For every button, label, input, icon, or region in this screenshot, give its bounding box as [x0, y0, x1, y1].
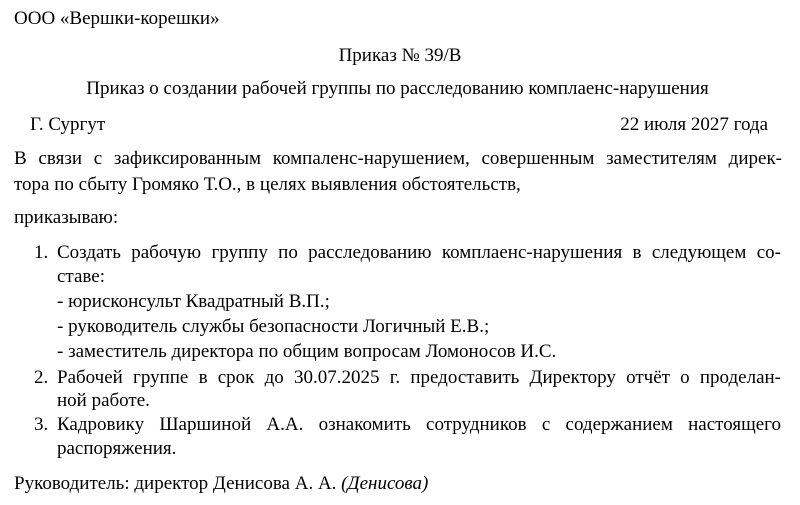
item-number: 3. [34, 414, 49, 435]
group-member: - юрисконсульт Квадратный В.П.; [57, 291, 330, 312]
city: Г. Сургут [30, 114, 106, 135]
preamble-line: тора по сбыту Громяко Т.О., в целях выявления обстоятельств, [14, 174, 521, 195]
organization-name: ООО «Вершки-корешки» [14, 8, 220, 29]
item-text-line: Кадровику Шаршиной А.А. ознакомить сотрудников с содержанием настоящего [57, 414, 781, 435]
item-text-line: распоряжения. [57, 438, 177, 459]
order-title: Приказ о создании рабочей группы по расследованию комплаенс-нарушения [86, 78, 709, 99]
preamble-line: В связи с зафиксированным компаленс-нарушением, совершенным заместителям дирек- [14, 148, 782, 169]
item-number: 2. [34, 367, 49, 388]
item-text-line: Создать рабочую группу по расследованию комплаенс-нарушения в следующем со- [57, 242, 781, 263]
signature-line [14, 473, 428, 495]
signer-label: Руководитель: директор Денисова А. А. [14, 473, 337, 494]
item-number: 1. [34, 242, 49, 263]
order-number: Приказ № 39/В [338, 45, 462, 66]
item-text-line: ной работе. [57, 390, 150, 411]
group-member: - руководитель службы безопасности Логичный Е.В.; [57, 316, 490, 337]
item-text-line: Рабочей группе в срок до 30.07.2025 г. предоставить Директору отчёт о проделан- [57, 367, 781, 388]
group-member: - заместитель директора по общим вопросам Ломоносов И.С. [57, 341, 557, 362]
item-text-line: ставе: [57, 266, 105, 287]
order-date: 22 июля 2027 года [620, 114, 768, 135]
order-word: приказываю: [14, 207, 119, 228]
handwritten-signature: (Денисова) [341, 473, 429, 494]
